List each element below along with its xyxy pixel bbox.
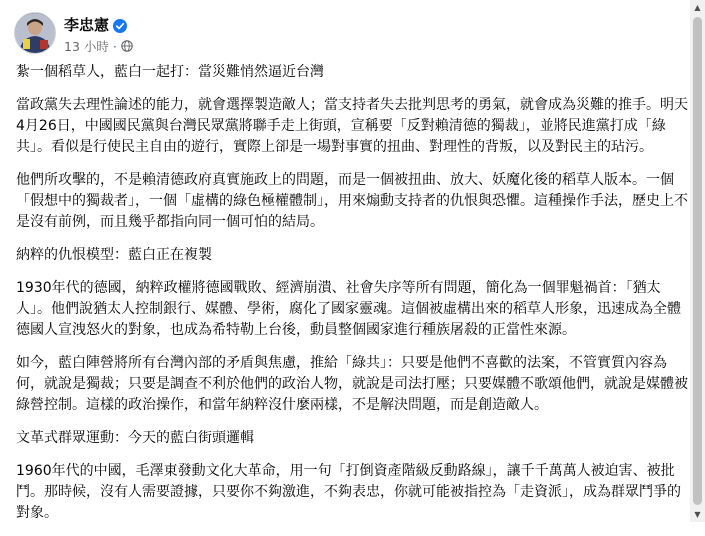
- vertical-scrollbar[interactable]: [690, 0, 705, 522]
- post-timestamp[interactable]: 13 小時: [64, 39, 109, 54]
- scroll-up-arrow-icon[interactable]: ▲: [694, 3, 701, 12]
- post-paragraph: 當政黨失去理性論述的能力，就會選擇製造敵人；當支持者失去批判思考的勇氣，就會成為災難的推手。明天4月26日，中國國民黨與台灣民眾黨將聯手走上街頭，宣稱要「反對賴清德的獨裁」，並將民進黨打成「綠共」。看似是行使民主自由的遊行，實際上卻是一場對事實的扭曲、對理性的背叛，以及對民主的玷污。: [16, 97, 688, 155]
- section-heading: 納粹的仇恨模型：藍白正在複製: [16, 247, 212, 263]
- post-meta: [64, 37, 133, 55]
- section-heading: 文革式群眾運動：今天的藍白街頭邏輯: [16, 430, 254, 446]
- post-paragraph: 如今，藍白陣營將所有台灣內部的矛盾與焦慮，推給「綠共」：只要是他們不喜歡的法案，不管實質內容為何，就說是獨裁；只要是調查不利於他們的政治人物，就說是司法打壓；只要媒體不歌頌他們，就說是媒體被綠營控制。這樣的政治操作，和當年納粹沒什麼兩樣，不是解決問題，而是創造敵人。: [16, 355, 688, 413]
- scroll-down-arrow-icon[interactable]: ▼: [694, 510, 701, 519]
- verified-badge-icon: [113, 18, 127, 32]
- avatar-image: [15, 13, 55, 53]
- scrollbar-thumb[interactable]: [693, 17, 702, 505]
- avatar[interactable]: [14, 12, 56, 54]
- post-paragraph: 他們所攻擊的，不是賴清德政府真實施政上的問題，而是一個被扭曲、放大、妖魔化後的稻草人版本。一個「假想中的獨裁者」，一個「虛構的綠色極權體制」，用來煽動支持者的仇恨與恐懼。這種操作手法，歷史上不是沒有前例，而且幾乎都指向同一個可怕的結局。: [16, 172, 688, 230]
- post-title: 紮一個稻草人，藍白一起打：當災難悄然逼近台灣: [16, 64, 324, 80]
- post-paragraph: 1930年代的德國，納粹政權將德國戰敗、經濟崩潰、社會失序等所有問題，簡化為一個罪魁禍首：「猶太人」。他們說猶太人控制銀行、媒體、學術，腐化了國家靈魂。這個被虛構出來的稻草人形象，迅速成為全體德國人宣洩怒火的對象，也成為希特勒上台後，動員整個國家進行種族屠殺的正當性來源。: [16, 280, 681, 338]
- author-row: [64, 14, 127, 35]
- post-body: [16, 62, 690, 536]
- author-name[interactable]: 李忠憲: [64, 16, 110, 34]
- globe-icon[interactable]: [121, 40, 133, 52]
- meta-separator: ·: [112, 38, 117, 54]
- post-paragraph: 1960年代的中國，毛澤東發動文化大革命，用一句「打倒資產階級反動路線」，讓千千萬萬人被迫害、被批鬥。那時候，沒有人需要證據，只要你不夠激進，不夠表忠，你就可能被指控為「走資派」，成為群眾鬥爭的對象。: [16, 463, 681, 521]
